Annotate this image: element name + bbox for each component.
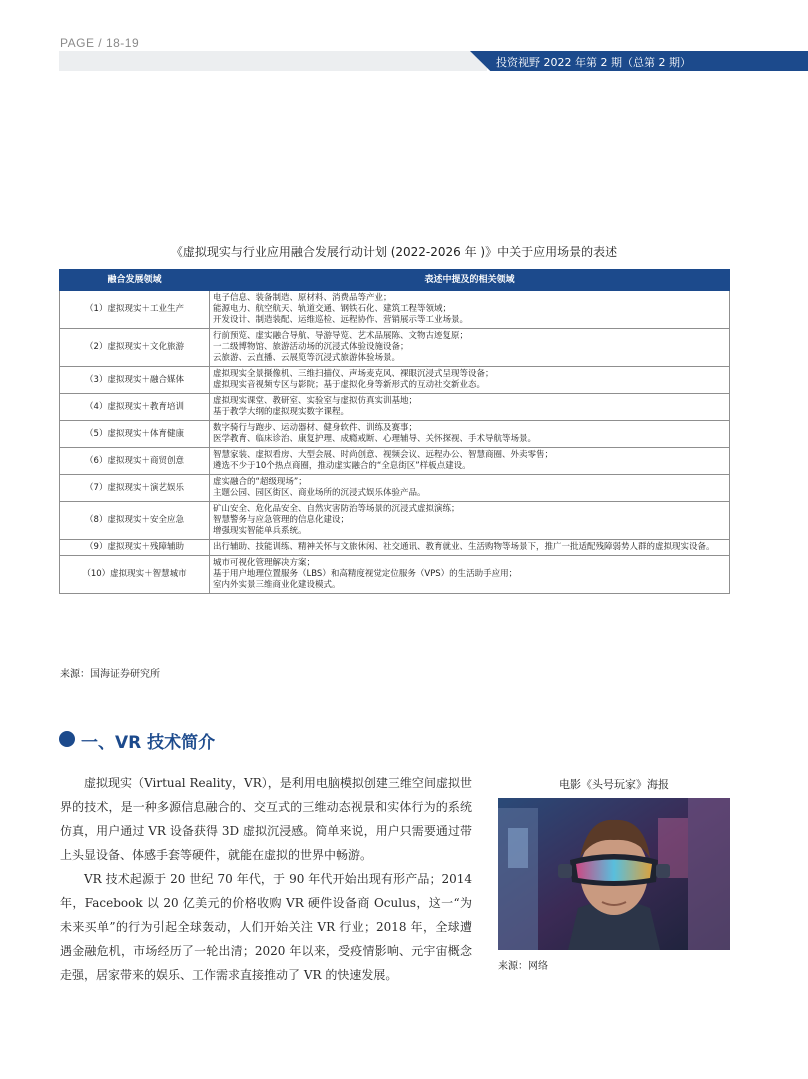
application-scenario-table	[59, 269, 730, 594]
description-line: 基于用户地理位置服务（LBS）和高精度视觉定位服务（VPS）的生活助手应用；	[213, 569, 518, 579]
description-line: 虚拟现实音视频专区与影院；基于虚拟化身等新形式的互动社交新业态。	[213, 380, 486, 390]
table-row	[60, 291, 730, 329]
table-cell-description	[210, 421, 730, 448]
table-cell-field: （6）虚拟现实＋商贸创意	[60, 448, 210, 475]
table-row	[60, 367, 730, 394]
description-line: 矿山安全、危化品安全、自然灾害防治等场景的沉浸式虚拟演练；	[213, 504, 460, 514]
table-row	[60, 329, 730, 367]
header-bar	[59, 51, 487, 71]
table-cell-description	[210, 502, 730, 540]
table-cell-field: （10）虚拟现实＋智慧城市	[60, 556, 210, 594]
table-cell-description	[210, 394, 730, 421]
table-title: 《虚拟现实与行业应用融合发展行动计划 (2022-2026 年 )》中关于应用场景的表述	[170, 245, 618, 259]
description-line: 智慧家装、虚拟看房、大型会展、时尚创意、视频会议、远程办公、智慧商圈、外卖零售；	[213, 450, 554, 460]
table-row	[60, 421, 730, 448]
table-cell-description	[210, 475, 730, 502]
page-number: PAGE / 18-19	[60, 36, 140, 50]
description-line: 数字骑行与跑步、运动器材、健身软件、训练及赛事；	[213, 423, 418, 433]
table-cell-field: （5）虚拟现实＋体育健康	[60, 421, 210, 448]
table-cell-field: （1）虚拟现实＋工业生产	[60, 291, 210, 329]
table-cell-description	[210, 448, 730, 475]
poster-illustration	[498, 798, 730, 950]
table-cell-field: （7）虚拟现实＋演艺娱乐	[60, 475, 210, 502]
section-title: 一、VR 技术简介	[81, 733, 216, 753]
description-line: 出行辅助、技能训练、精神关怀与文旅休闲、社交通讯、教育就业、生活购物等场景下，推广一批适配残障弱势人群的虚拟现实设备。	[213, 542, 715, 552]
table-body	[60, 291, 730, 594]
description-line: 城市可视化管理解决方案；	[213, 558, 316, 568]
description-line: 基于教学大纲的虚拟现实数字课程。	[213, 407, 350, 417]
table-cell-description	[210, 556, 730, 594]
description-line: 室内外实景三维商业化建设模式。	[213, 580, 341, 590]
table-cell-field: （2）虚拟现实＋文化旅游	[60, 329, 210, 367]
table-cell-description	[210, 540, 730, 556]
section-body	[60, 771, 472, 987]
body-paragraph: VR 技术起源于 20 世纪 70 年代，于 90 年代开始出现有形产品；2014 年，Facebook 以 20 亿美元的价格收购 VR 硬件设备商 Oculus，这一“为未来买单”的行为引起全球轰动，人们开始关注 VR 行业；2018 年，全球遭遇金融危机，市场经历了一轮出清；2020 年以来，受疫情影响、元宇宙概念走强，居家带来的娱乐、工作需求直接推动了 VR 的快速发展。	[60, 872, 472, 982]
description-line: 医学教育、临床诊治、康复护理、成瘾戒断、心理辅导、关怀探视、手术导航等场景。	[213, 434, 537, 444]
description-line: 虚实融合的“超级现场”；	[213, 477, 307, 487]
description-line: 主题公园、园区街区、商业场所的沉浸式娱乐体验产品。	[213, 488, 426, 498]
description-line: 增强现实智能单兵系统。	[213, 526, 307, 536]
table-cell-field: （3）虚拟现实＋融合媒体	[60, 367, 210, 394]
description-line: 虚拟现实全景摄像机、三维扫描仪、声场麦克风、裸眼沉浸式呈现等设备；	[213, 369, 494, 379]
table-row	[60, 502, 730, 540]
table-row	[60, 556, 730, 594]
description-line: 电子信息、装备制造、原材料、消费品等产业；	[213, 293, 392, 303]
description-line: 一二级博物馆、旅游活动场的沉浸式体验设施设备；	[213, 342, 409, 352]
description-line: 智慧警务与应急管理的信息化建设；	[213, 515, 350, 525]
table-cell-description	[210, 329, 730, 367]
movie-poster-image	[498, 798, 730, 950]
table-row	[60, 540, 730, 556]
table-cell-description	[210, 367, 730, 394]
description-line: 行前预览、虚实融合导航、导游导览、艺术品展陈、文物古迹复原；	[213, 331, 469, 341]
table-header-row	[60, 270, 730, 291]
column-header-field: 融合发展领域	[60, 270, 210, 291]
figure-caption: 电影《头号玩家》海报	[559, 778, 669, 791]
table-source: 来源：国海证券研究所	[60, 669, 160, 680]
table-cell-field: （4）虚拟现实＋教育培训	[60, 394, 210, 421]
table-row	[60, 394, 730, 421]
description-line: 开发设计、制造装配、运维巡检、远程协作、营销展示等工业场景。	[213, 315, 469, 325]
description-line: 虚拟现实课堂、教研室、实验室与虚拟仿真实训基地；	[213, 396, 418, 406]
column-header-description: 表述中提及的相关领域	[210, 270, 730, 291]
figure-source: 来源：网络	[498, 961, 548, 972]
table-cell-field: （9）虚拟现实＋残障辅助	[60, 540, 210, 556]
table-cell-field: （8）虚拟现实＋安全应急	[60, 502, 210, 540]
description-line: 能源电力、航空航天、轨道交通、钢铁石化、建筑工程等领域；	[213, 304, 452, 314]
section-bullet-icon	[59, 731, 75, 747]
body-paragraph: 虚拟现实（Virtual Reality，VR），是利用电脑模拟创建三维空间虚拟世界的技术，是一种多源信息融合的、交互式的三维动态视景和实体行为的系统仿真，用户通过 VR 设备获得 3D 虚拟沉浸感。简单来说，用户只需要通过带上头显设备、体感手套等硬件，就能在虚拟的世界中畅游。	[60, 776, 472, 862]
description-line: 云旅游、云直播、云展览等沉浸式旅游体验场景。	[213, 353, 401, 363]
table-cell-description	[210, 291, 730, 329]
table-row	[60, 448, 730, 475]
description-line: 遴选不少于10个热点商圈，推动虚实融合的“全息街区”样板点建设。	[213, 461, 471, 471]
journal-issue: 投资视野 2022 年第 2 期（总第 2 期）	[496, 56, 691, 69]
table-row	[60, 475, 730, 502]
